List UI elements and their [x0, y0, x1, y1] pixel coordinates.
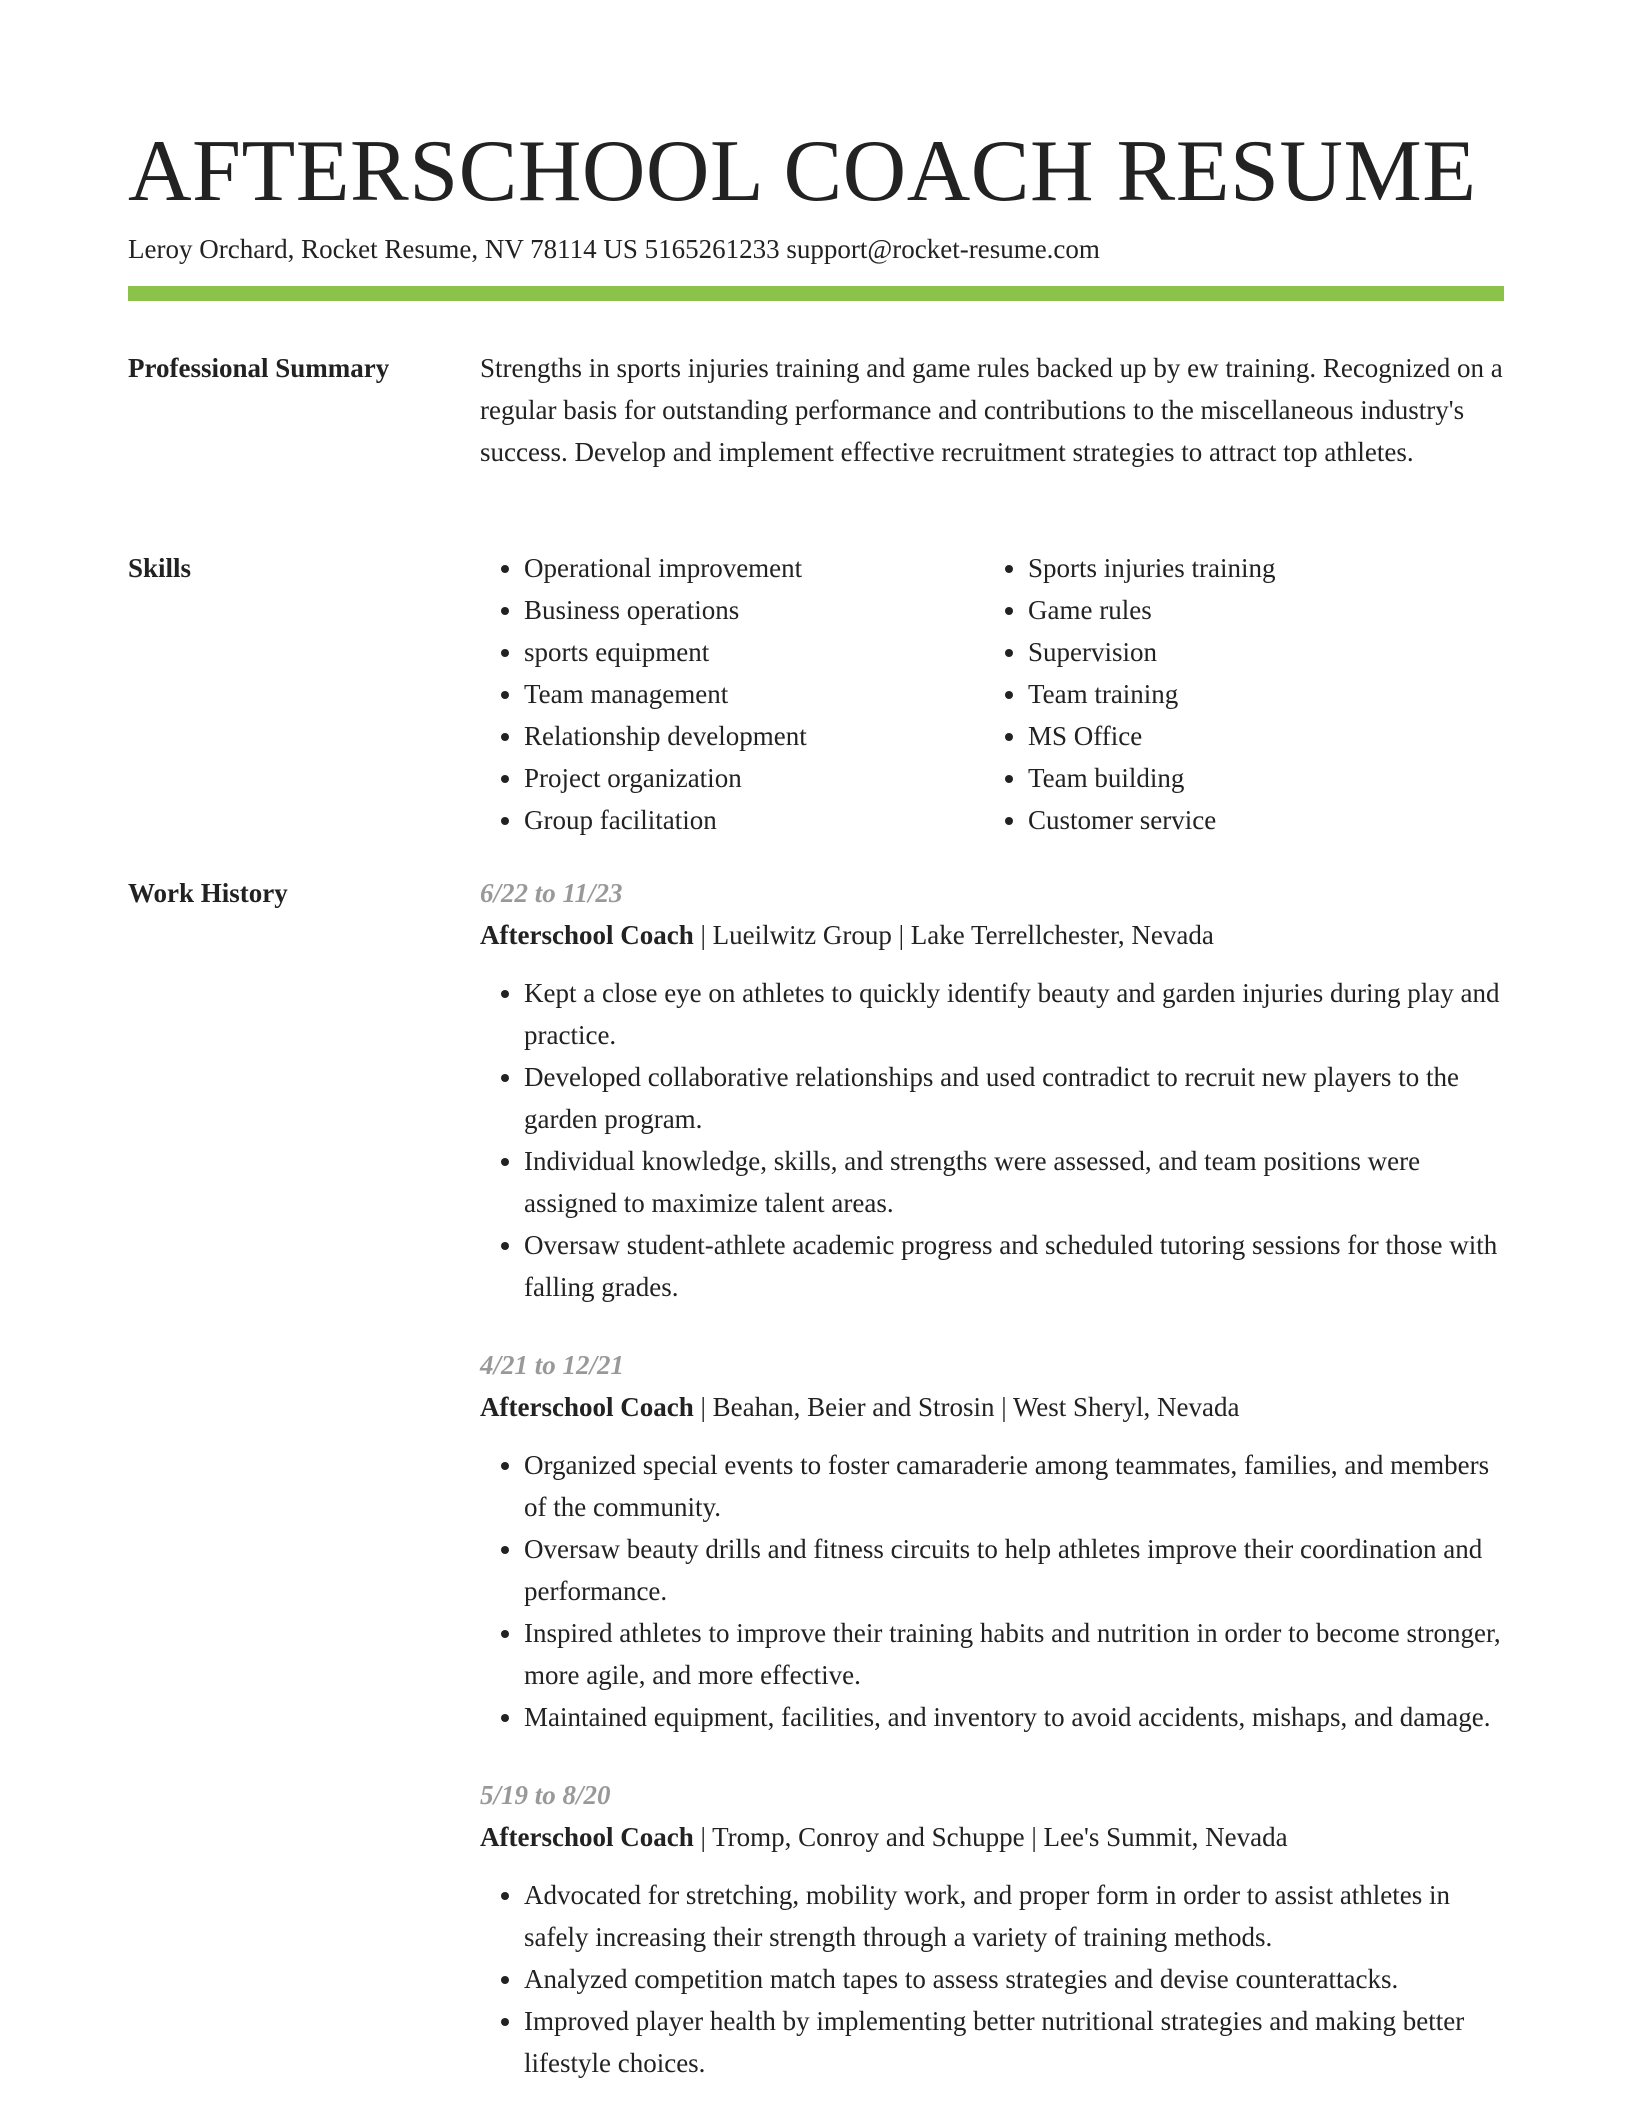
job-bullet: • Advocated for stretching, mobility work, and proper form in order to assist athletes in safely increasing their strength through a variety of training methods.: [524, 1874, 1504, 1958]
job-heading: [480, 1386, 1504, 1428]
skill-item: • Business operations: [524, 589, 984, 631]
skills-list-right: [984, 547, 1488, 841]
skill-item: • MS Office: [1028, 715, 1488, 757]
job-details: | Lueilwitz Group | Lake Terrellchester, Nevada: [693, 920, 1214, 950]
summary-text: Strengths in sports injuries training and game rules backed up by ew training. Recognized on a regular basis for outstanding performance and contributions to the miscellaneous industry's success. Develop and implement effective recruitment strategies to attract top athletes.: [480, 353, 1503, 467]
summary-body: [480, 347, 1504, 473]
job-title: Afterschool Coach: [480, 1822, 694, 1852]
job-bullets: [480, 1874, 1504, 2084]
skill-item: • Team training: [1028, 673, 1488, 715]
skill-item: • Supervision: [1028, 631, 1488, 673]
job-bullet: • Improved player health by implementing better nutritional strategies and making better lifestyle choices.: [524, 2000, 1504, 2084]
skill-item: • Operational improvement: [524, 547, 984, 589]
job-bullet: • Analyzed competition match tapes to assess strategies and devise counterattacks.: [524, 1958, 1504, 2000]
skill-item: • sports equipment: [524, 631, 984, 673]
job-entry: [480, 1774, 1504, 2084]
skill-item: • Project organization: [524, 757, 984, 799]
skill-item: • Sports injuries training: [1028, 547, 1488, 589]
job-dates: 5/19 to 8/20: [480, 1780, 611, 1810]
skill-item: • Game rules: [1028, 589, 1488, 631]
job-bullet: • Organized special events to foster camaraderie among teammates, families, and members of the community.: [524, 1444, 1504, 1528]
job-bullet: • Developed collaborative relationships and used contradict to recruit new players to the garden program.: [524, 1056, 1504, 1140]
job-bullet: • Kept a close eye on athletes to quickly identify beauty and garden injuries during play and practice.: [524, 972, 1504, 1056]
skills-list-left: [480, 547, 984, 841]
skill-item: • Relationship development: [524, 715, 984, 757]
job-title: Afterschool Coach: [480, 920, 694, 950]
job-bullet: • Individual knowledge, skills, and strengths were assessed, and team positions were assigned to maximize talent areas.: [524, 1140, 1504, 1224]
job-bullet: • Inspired athletes to improve their training habits and nutrition in order to become stronger, more agile, and more effective.: [524, 1612, 1504, 1696]
skill-item: • Team management: [524, 673, 984, 715]
skill-item: • Group facilitation: [524, 799, 984, 841]
job-bullet: • Maintained equipment, facilities, and inventory to avoid accidents, mishaps, and damage.: [524, 1696, 1504, 1738]
job-bullet: • Oversaw student-athlete academic progress and scheduled tutoring sessions for those with falling grades.: [524, 1224, 1504, 1308]
work-history-body: [480, 872, 1504, 2120]
skill-item: • Customer service: [1028, 799, 1488, 841]
job-title: Afterschool Coach: [480, 1392, 694, 1422]
skill-item: • Team building: [1028, 757, 1488, 799]
work-history-label: Work History: [128, 878, 288, 908]
resume-title: AFTERSCHOOL COACH RESUME: [128, 123, 1477, 220]
skills-body: [480, 547, 1504, 841]
skills-label: Skills: [128, 553, 192, 583]
job-entry: [480, 1344, 1504, 1738]
job-details: | Tromp, Conroy and Schuppe | Lee's Summit, Nevada: [693, 1822, 1288, 1852]
job-heading: [480, 914, 1504, 956]
job-bullet: • Oversaw beauty drills and fitness circuits to help athletes improve their coordination and performance.: [524, 1528, 1504, 1612]
job-heading: [480, 1816, 1504, 1858]
job-bullets: [480, 972, 1504, 1308]
summary-label: Professional Summary: [128, 353, 390, 383]
header-divider: [128, 286, 1504, 301]
job-details: | Beahan, Beier and Strosin | West Sheryl, Nevada: [693, 1392, 1240, 1422]
job-entry: [480, 872, 1504, 1308]
job-dates: 4/21 to 12/21: [480, 1350, 625, 1380]
job-bullets: [480, 1444, 1504, 1738]
job-dates: 6/22 to 11/23: [480, 878, 623, 908]
contact-line: Leroy Orchard, Rocket Resume, NV 78114 US 5165261233 support@rocket-resume.com: [128, 234, 1100, 264]
